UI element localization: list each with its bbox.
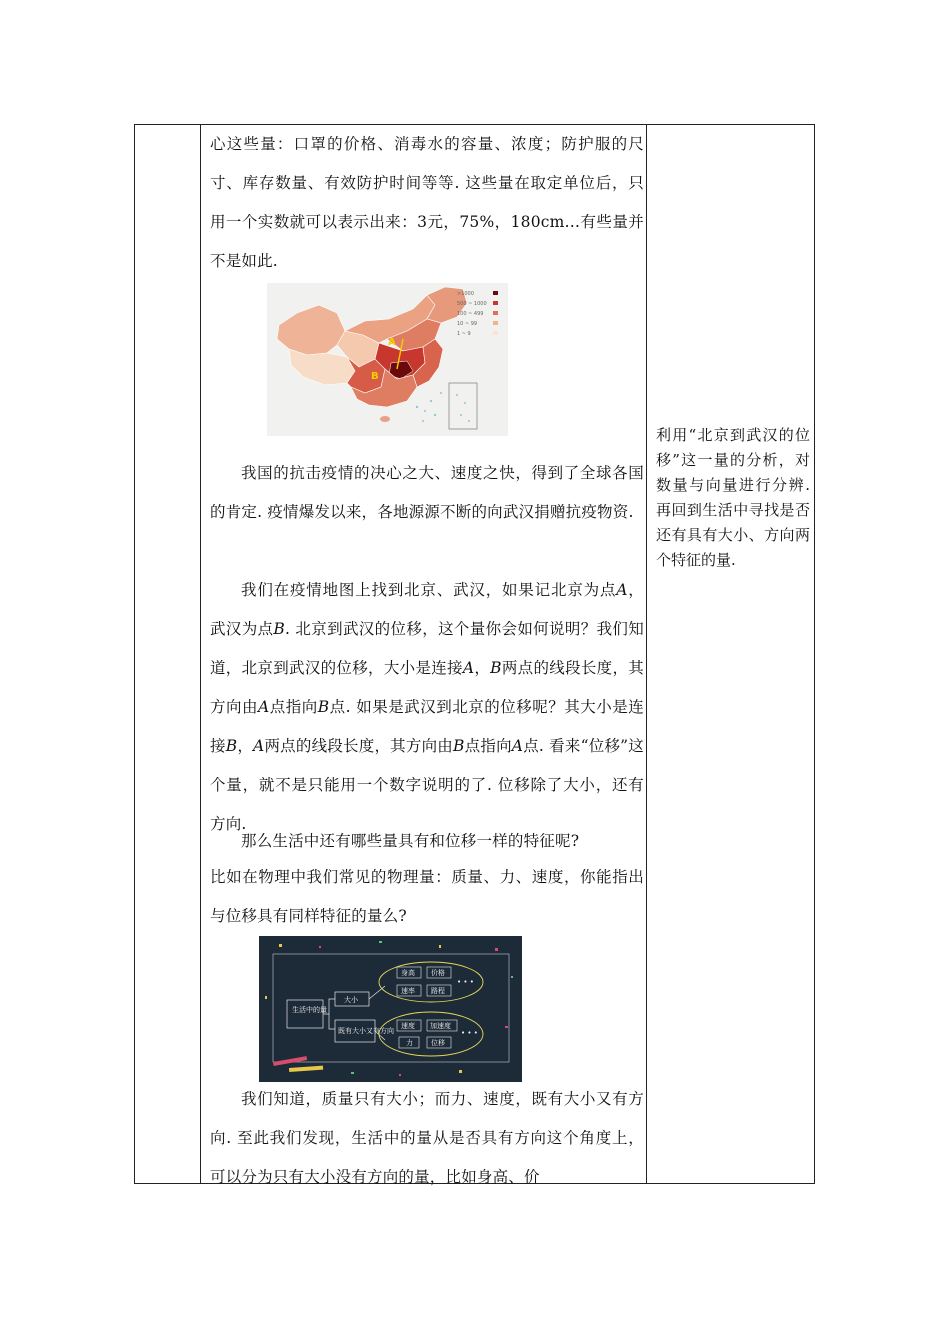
magnitude-branch-label: 大小	[344, 996, 358, 1004]
column-divider-2	[646, 125, 647, 1183]
column-divider-1	[200, 125, 201, 1183]
vector-item-3: 力	[406, 1039, 413, 1047]
fight-epidemic-paragraph: 我国的抗击疫情的决心之大、速度之快，得到了全球各国的肯定. 疫情爆发以来，各地源源不断的向武汉捐赠抗疫物资.	[210, 464, 644, 521]
legend-label-3: 100 ~ 499	[457, 311, 484, 317]
legend-label-5: 1 ~ 9	[457, 331, 471, 337]
legend-label-2: 500 ~ 1000	[457, 301, 487, 307]
physics-paragraph: 比如在物理中我们常见的物理量：质量、力、速度，你能指出与位移具有同样特征的量么?	[210, 868, 644, 925]
quantity-classification-diagram	[259, 936, 522, 1082]
legend-swatch-5	[493, 331, 498, 335]
displacement-paragraph: 我们在疫情地图上找到北京、武汉，如果记北京为点A，武汉为点B. 北京到武汉的位移，这个量你会如何说明？我们知道，北京到武汉的位移，大小是连接A，B两点的线段长度，其方向由A点指向B点. 如果是武汉到北京的位移呢？其大小是连接B，A两点的线段长度，其方向由B点指向A点. 看来“位移”这个量，就不是只能用一个数字说明的了. 位移除了大小，还有方向.	[210, 581, 645, 833]
map-point-b: B	[371, 371, 379, 382]
direction-branch-label: 既有大小又有方向	[338, 1027, 394, 1035]
magnitude-ellipsis: • • •	[457, 978, 474, 986]
vector-ellipsis: • • •	[461, 1029, 478, 1037]
magnitude-item-3: 速率	[401, 987, 415, 995]
diagram-root-label: 生活中的量	[292, 1006, 327, 1014]
legend-label-1: >1000	[457, 291, 474, 297]
design-intent-note: 利用“北京到武汉的位移”这一量的分析，对数量与向量进行分辨. 再回到生活中寻找是否还有具有大小、方向两个特征的量.	[656, 426, 810, 569]
vector-item-1: 速度	[401, 1022, 415, 1030]
magnitude-item-1: 身高	[401, 969, 415, 977]
lesson-table	[134, 124, 815, 1184]
vector-item-2: 加速度	[430, 1022, 451, 1030]
question-paragraph: 那么生活中还有哪些量具有和位移一样的特征呢?	[241, 832, 580, 850]
conclusion-paragraph: 我们知道，质量只有大小；而力、速度，既有大小又有方向. 至此我们发现，生活中的量从是否具有方向这个角度上，可以分为只有大小没有方向的量，比如身高、价	[210, 1090, 644, 1186]
magnitude-item-4: 路程	[431, 987, 445, 995]
magnitude-item-2: 价格	[431, 969, 445, 977]
quantity-diagram-image	[259, 936, 522, 1082]
epidemic-map-image	[267, 283, 508, 436]
intro-paragraph: 心这些量：口罩的价格、消毒水的容量、浓度；防护服的尺寸、库存数量、有效防护时间等等. 这些量在取定单位后，只用一个实数就可以表示出来：3元，75%，180cm…有些量并不是如此.	[210, 135, 644, 270]
map-point-a: A	[388, 337, 396, 348]
legend-swatch-4	[493, 321, 498, 325]
legend-swatch-2	[493, 301, 498, 305]
china-epidemic-map	[267, 283, 508, 436]
legend-swatch-1	[493, 291, 498, 295]
legend-swatch-3	[493, 311, 498, 315]
vector-item-4: 位移	[431, 1039, 445, 1047]
legend-label-4: 10 ~ 99	[457, 321, 478, 327]
